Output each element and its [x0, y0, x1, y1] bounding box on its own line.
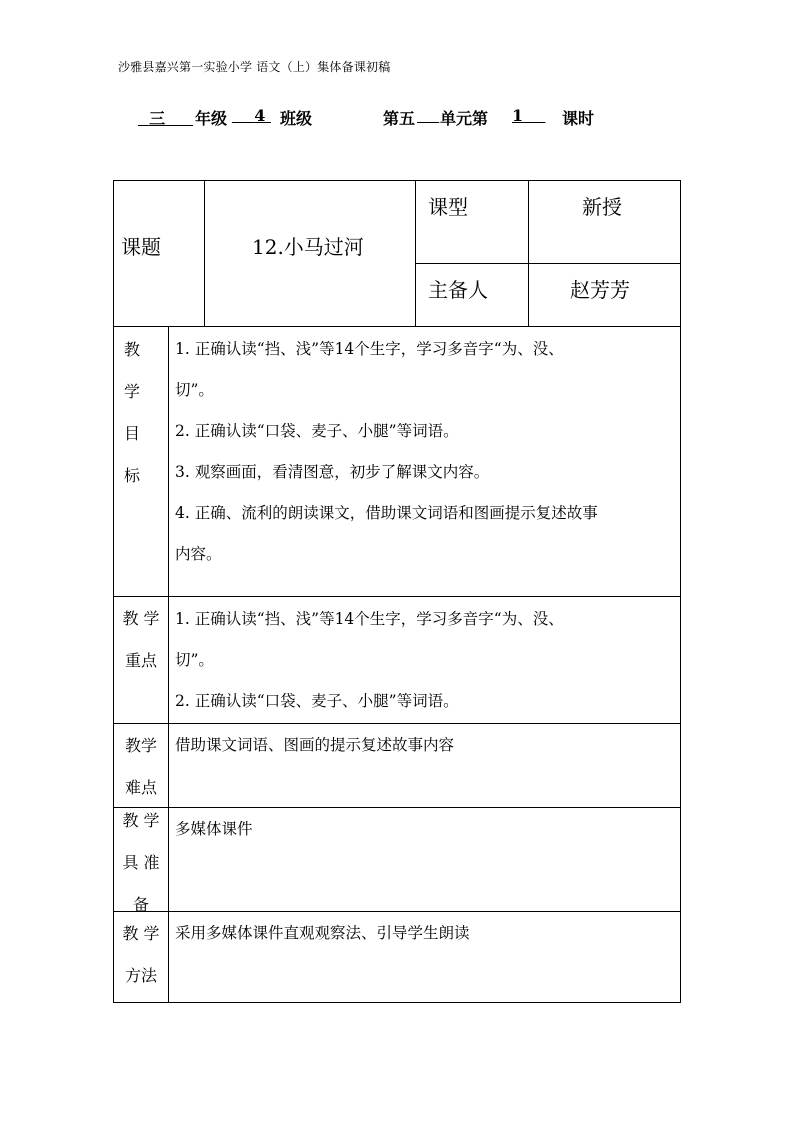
difficulties-label-cell [113, 723, 169, 808]
topic-label: 课题 [121, 235, 161, 259]
lesson-meta-line [0, 106, 794, 130]
grade-value: 三 [149, 109, 166, 128]
objectives-label-cell [113, 326, 169, 597]
methods-label-line: 教 学 [122, 924, 160, 943]
objectives-content-cell [168, 326, 681, 597]
objectives-label-char: 目 [123, 424, 140, 443]
class-label: 班级 [280, 109, 313, 128]
type-value: 新授 [582, 195, 622, 219]
preparer-value-cell [528, 263, 681, 327]
type-label: 课型 [428, 195, 468, 219]
objectives-label-char: 教 [123, 340, 140, 359]
difficulties-content-cell [168, 723, 681, 808]
topic-value-cell [204, 180, 416, 327]
objectives-line: 2. 正确认读“口袋、麦子、小腿”等词语。 [175, 422, 459, 440]
methods-line: 采用多媒体课件直观观察法、引导学生朗读 [175, 924, 470, 942]
preparer-label: 主备人 [428, 278, 488, 302]
grade-label: 年级 [195, 109, 228, 128]
materials-label-line: 备 [132, 895, 149, 914]
period-label: 课时 [562, 109, 595, 128]
materials-content-cell [168, 807, 681, 912]
period-number: 1 [512, 106, 524, 125]
difficulties-line: 借助课文词语、图画的提示复述故事内容 [175, 736, 455, 754]
school-header: 沙雅县嘉兴第一实验小学 语文（上）集体备课初稿 [118, 60, 391, 74]
methods-content-cell [168, 911, 681, 1003]
difficulties-label-line: 难点 [124, 778, 157, 797]
key-points-line: 2. 正确认读“口袋、麦子、小腿”等词语。 [175, 692, 459, 710]
class-number: 4 [254, 106, 266, 125]
lesson-plan-table [113, 180, 681, 1003]
unit-blank [417, 106, 439, 125]
methods-label-line: 方法 [124, 966, 157, 985]
materials-label-cell [113, 807, 169, 912]
topic-label-cell [113, 180, 205, 327]
preparer-value: 赵芳芳 [570, 278, 630, 302]
key-points-content-cell [168, 596, 681, 724]
objectives-line: 切”。 [175, 381, 214, 399]
key-points-label-line: 重点 [124, 651, 157, 670]
materials-line: 多媒体课件 [175, 820, 253, 838]
objectives-line: 3. 观察画面，看清图意，初步了解课文内容。 [175, 463, 490, 481]
key-points-line: 1. 正确认读“挡、浅”等14个生字，学习多音字“为、没、 [175, 610, 564, 628]
materials-label-line: 教 学 [122, 811, 160, 830]
materials-label-line: 具 准 [122, 853, 160, 872]
key-points-label-cell [113, 596, 169, 724]
type-value-cell [528, 180, 681, 264]
methods-label-cell [113, 911, 169, 1003]
objectives-line: 4. 正确、流利的朗读课文，借助课文词语和图画提示复述故事 [175, 504, 598, 522]
preparer-label-cell [415, 263, 529, 327]
topic-value: 12.小马过河 [252, 235, 364, 259]
objectives-label-char: 学 [123, 382, 140, 401]
unit-prefix: 第五 [383, 109, 416, 128]
key-points-line: 切”。 [175, 651, 214, 669]
objectives-line: 内容。 [175, 545, 222, 563]
type-label-cell [415, 180, 529, 264]
key-points-label-line: 教 学 [122, 609, 160, 628]
difficulties-label-line: 教学 [124, 736, 157, 755]
objectives-line: 1. 正确认读“挡、浅”等14个生字，学习多音字“为、没、 [175, 340, 564, 358]
unit-label: 单元第 [440, 109, 489, 128]
objectives-label-char: 标 [123, 466, 140, 485]
